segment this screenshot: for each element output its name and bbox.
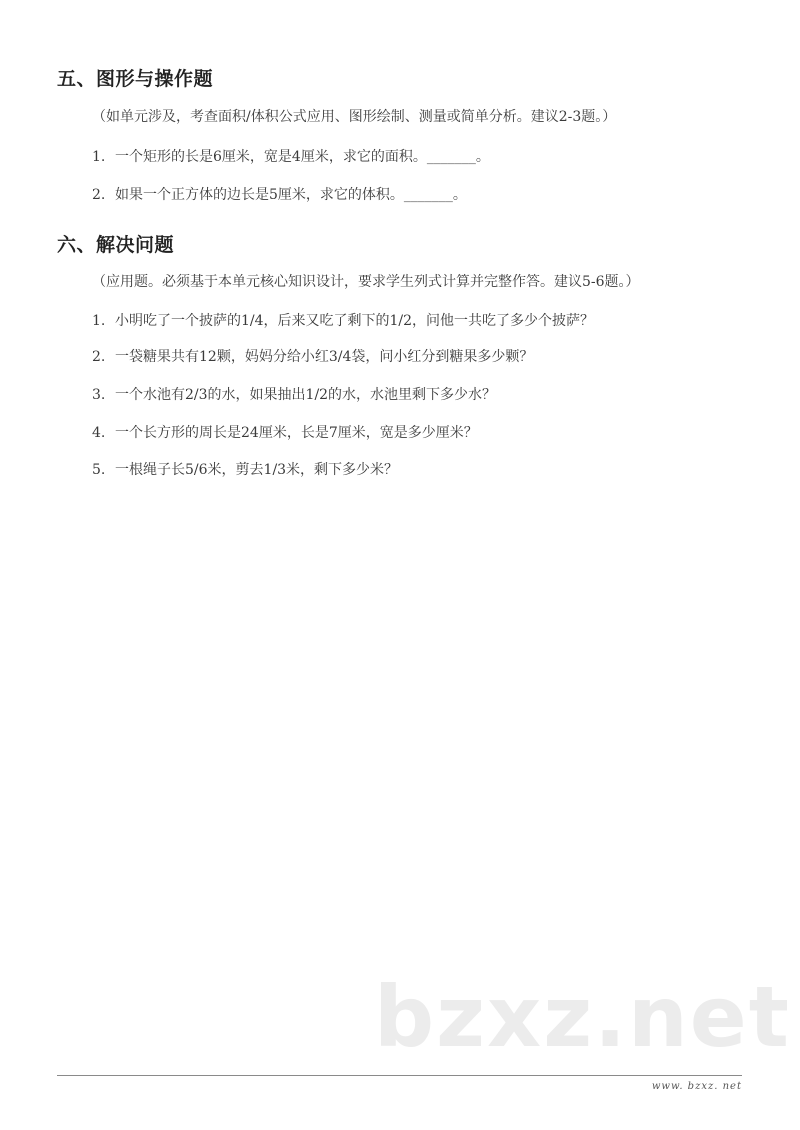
question-text: 如果一个正方体的边长是5厘米，求它的体积。_______。 bbox=[115, 187, 467, 203]
footer-url: www. bzxz. net bbox=[651, 1081, 742, 1092]
question-number: 2. bbox=[92, 187, 106, 203]
section-6-question-5 bbox=[92, 459, 398, 479]
section-6-note: （应用题。必须基于本单元核心知识设计，要求学生列式计算并完整作答。建议5-6题。） bbox=[92, 274, 640, 290]
section-5-question-1 bbox=[92, 146, 490, 166]
question-text: 一根绳子长5/6米，剪去1/3米，剩下多少米？ bbox=[115, 462, 399, 478]
question-number: 2. bbox=[92, 349, 106, 365]
section-5-note: （如单元涉及，考查面积/体积公式应用、图形绘制、测量或简单分析。建议2-3题。） bbox=[92, 109, 617, 125]
question-number: 4. bbox=[92, 425, 106, 441]
question-number: 1. bbox=[92, 149, 106, 165]
section-6-question-2 bbox=[92, 346, 533, 366]
section-5-title: 五、图形与操作题 bbox=[57, 68, 214, 90]
question-text: 一个水池有2/3的水，如果抽出1/2的水，水池里剩下多少水？ bbox=[115, 387, 497, 403]
question-text: 一个长方形的周长是24厘米，长是7厘米，宽是多少厘米？ bbox=[115, 425, 478, 441]
question-number: 5. bbox=[92, 462, 106, 478]
watermark: bzxz.net bbox=[374, 968, 791, 1066]
question-text: 小明吃了一个披萨的1/4，后来又吃了剩下的1/2，问他一共吃了多少个披萨？ bbox=[115, 313, 595, 329]
footer-divider bbox=[57, 1075, 742, 1076]
question-number: 3. bbox=[92, 387, 106, 403]
section-6-question-4 bbox=[92, 422, 478, 442]
question-text: 一袋糖果共有12颗，妈妈分给小红3/4袋，问小红分到糖果多少颗？ bbox=[115, 349, 534, 365]
question-text: 一个矩形的长是6厘米，宽是4厘米，求它的面积。_______。 bbox=[115, 149, 490, 165]
section-6-title: 六、解决问题 bbox=[57, 234, 175, 256]
question-number: 1. bbox=[92, 313, 106, 329]
section-5-question-2 bbox=[92, 184, 467, 204]
section-6-question-3 bbox=[92, 384, 496, 404]
section-6-question-1 bbox=[92, 310, 594, 330]
